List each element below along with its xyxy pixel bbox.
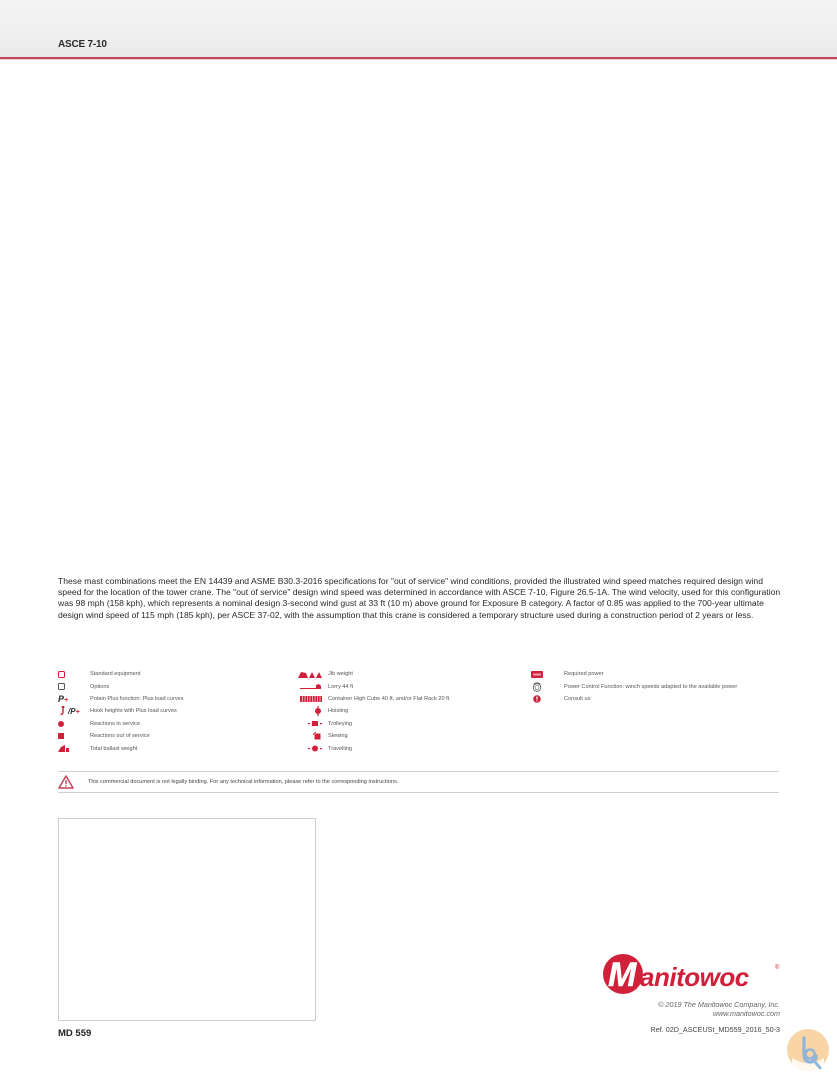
travelling-icon — [286, 744, 328, 754]
manitowoc-logo — [603, 954, 783, 994]
model-label: MD 559 — [58, 1028, 92, 1039]
legend-item — [510, 680, 737, 692]
legend-item — [58, 705, 184, 717]
legend-column-3 — [510, 668, 737, 705]
watermark-logo-icon — [786, 1028, 830, 1072]
required-power-icon — [510, 669, 564, 679]
legend-label: Lorry 44 ft — [328, 683, 354, 690]
options-square-icon — [58, 682, 90, 692]
legend-label: Reactions out of service — [90, 733, 150, 740]
hook-plus-icon: /P+ — [58, 706, 90, 716]
copyright-text: © 2019 The Manitowoc Company, Inc. — [658, 1000, 780, 1009]
legend-item — [286, 668, 449, 680]
container-icon — [286, 694, 328, 704]
hoisting-icon — [286, 706, 328, 716]
legend-item — [58, 742, 184, 754]
legend-item — [58, 668, 184, 680]
legend-label: Total ballast weight — [90, 745, 138, 752]
registered-mark: ® — [775, 965, 780, 971]
reactions-out-of-service-square-icon — [58, 731, 90, 741]
website-text: www.manitowoc.com — [712, 1009, 780, 1018]
standard-title: ASCE 7-10 — [58, 39, 107, 50]
legend-item — [510, 668, 737, 680]
legend-label: Consult us — [564, 695, 591, 702]
header-divider — [0, 57, 837, 59]
crane-image-placeholder — [58, 818, 316, 1021]
copyright-block — [658, 1000, 780, 1018]
legend-item — [58, 680, 184, 692]
slewing-icon — [286, 731, 328, 741]
legend-label: Hoisting — [328, 708, 349, 715]
logo-letter: M — [608, 956, 635, 994]
legend-item — [286, 718, 449, 730]
legend-item — [58, 693, 184, 705]
legend-item — [286, 705, 449, 717]
consult-us-icon — [510, 694, 564, 704]
legend-item — [286, 693, 449, 705]
legend-label: Required power — [564, 671, 604, 678]
disclaimer-row — [58, 771, 779, 793]
legend-column-2 — [286, 668, 449, 755]
legend-item — [58, 730, 184, 742]
power-control-icon — [510, 682, 564, 692]
legend-label: Jib weight — [328, 671, 353, 678]
legend-label: Options — [90, 683, 110, 690]
standard-equipment-square-icon — [58, 669, 90, 679]
legend-label: Reactions in service — [90, 720, 141, 727]
trolleying-icon — [286, 719, 328, 729]
ballast-weight-icon — [58, 744, 90, 754]
legend-label: Standard equipment — [90, 671, 141, 678]
legend-label: Travelling — [328, 745, 353, 752]
legend-item — [286, 742, 449, 754]
legend-column-1 — [58, 668, 184, 755]
reactions-in-service-dot-icon — [58, 719, 90, 729]
reference-code: Ref. 02D_ASCEUSt_MD559_2016_50-3 — [650, 1025, 780, 1034]
legend-label: Power Control Function: winch speeds adapted to the available power — [564, 683, 738, 690]
legend-item — [510, 693, 737, 705]
warning-triangle-icon — [58, 775, 74, 789]
legend-label: Container High Cube 40 ft, and/or Flat Rack 20 ft — [328, 695, 450, 702]
legend-label: Potain Plus function: Plus load curves — [90, 695, 184, 702]
legend-item — [58, 718, 184, 730]
legend-label: Slewing — [328, 733, 348, 740]
page-header — [0, 0, 837, 57]
legend-item — [286, 680, 449, 692]
legend-label: Hook heights with Plus load curves — [90, 708, 177, 715]
jib-weight-icon — [286, 669, 328, 679]
wind-notice-paragraph: These mast combinations meet the EN 14439 and ASME B30.3-2016 specifications for "out of service" wind conditions, provided the illustrated wind speed matches required design wind speed for the location of the tower crane. The "out of service" design wind speed was determined in accordance with ASCE 7-10, Figure 26.5-1A. The wind velocity, used for this configuration was 98 mph (158 kph), which represents a nominal design 3-second wind gust at 33 ft (10 m) above ground for Exposure B category. A factor of 0.85 was applied to the 700-year ultimate design wind speed of 115 mph (185 kph), per ASCE 37-02, with the assumption that this crane is considered a temporary structure used during a construction period of 2 years or less. — [58, 576, 781, 620]
logo-wordmark: anitowoc — [640, 962, 749, 992]
legend-label: Trolleying — [328, 720, 353, 727]
symbol-legend — [58, 668, 788, 758]
legend-item — [286, 730, 449, 742]
disclaimer-text: This commercial document is not legally binding. For any technical information, please refer to the corresponding instructions. — [88, 779, 399, 785]
lorry-icon — [286, 682, 328, 692]
potain-plus-icon: P+ — [58, 693, 69, 704]
